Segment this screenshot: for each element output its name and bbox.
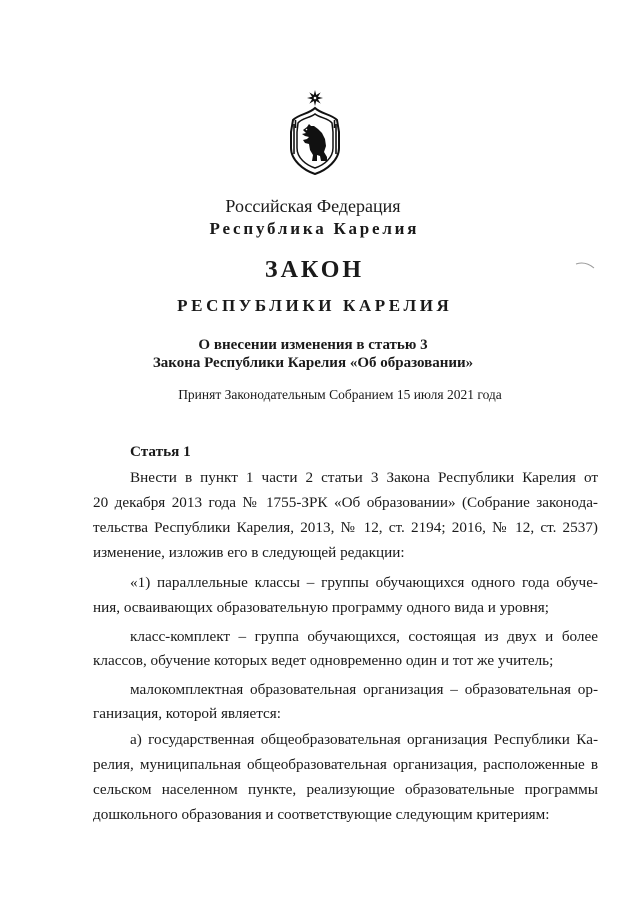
article-line: малокомплектная образовательная организация – образовательная ор-: [130, 681, 598, 698]
article-line: ния, осваивающих образовательную программу одного вида и уровня;: [93, 599, 549, 616]
article-line: дошкольного образования и соответствующие следующим критериям:: [93, 806, 550, 823]
law-title-line: О внесении изменения в статью 3: [198, 337, 428, 353]
article-line: классов, обучение которых ведет одновременно один и тот же учитель;: [93, 652, 554, 669]
article-line: изменение, изложив его в следующей редакции:: [93, 544, 405, 561]
article-line: класс-комплект – группа обучающихся, состоящая из двух и более: [130, 628, 598, 645]
article-line: «1) параллельные классы – группы обучающихся одного года обуче-: [130, 574, 598, 591]
country-name: Российская Федерация: [225, 196, 401, 216]
adoption-note: Принят Законодательным Собранием 15 июля 2021 года: [178, 387, 502, 402]
republic-name: Республика Карелия: [209, 219, 420, 238]
karelia-coat-of-arms-icon: [283, 86, 347, 176]
article-line: 20 декабря 2013 года № 1755-ЗРК «Об образовании» (Собрание законода-: [93, 494, 598, 511]
issuer-name: РЕСПУБЛИКИ КАРЕЛИЯ: [177, 296, 453, 315]
document-type: ЗАКОН: [264, 257, 365, 283]
article-line: тельства Республики Карелия, 2013, № 12, ст. 2194; 2016, № 12, ст. 2537): [93, 519, 598, 536]
article-heading: Статья 1: [130, 443, 191, 460]
article-line: Внести в пункт 1 части 2 статьи 3 Закона Республики Карелия от: [130, 469, 598, 486]
article-line: ганизация, которой является:: [93, 705, 281, 722]
law-title-line: Закона Республики Карелия «Об образовании»: [152, 355, 474, 371]
article-line: релия, муниципальная общеобразовательная организация, расположенные в: [93, 756, 598, 773]
article-line: а) государственная общеобразовательная организация Республики Ка-: [130, 731, 598, 748]
article-line: сельском населенном пункте, реализующие образовательные программы: [93, 781, 598, 798]
